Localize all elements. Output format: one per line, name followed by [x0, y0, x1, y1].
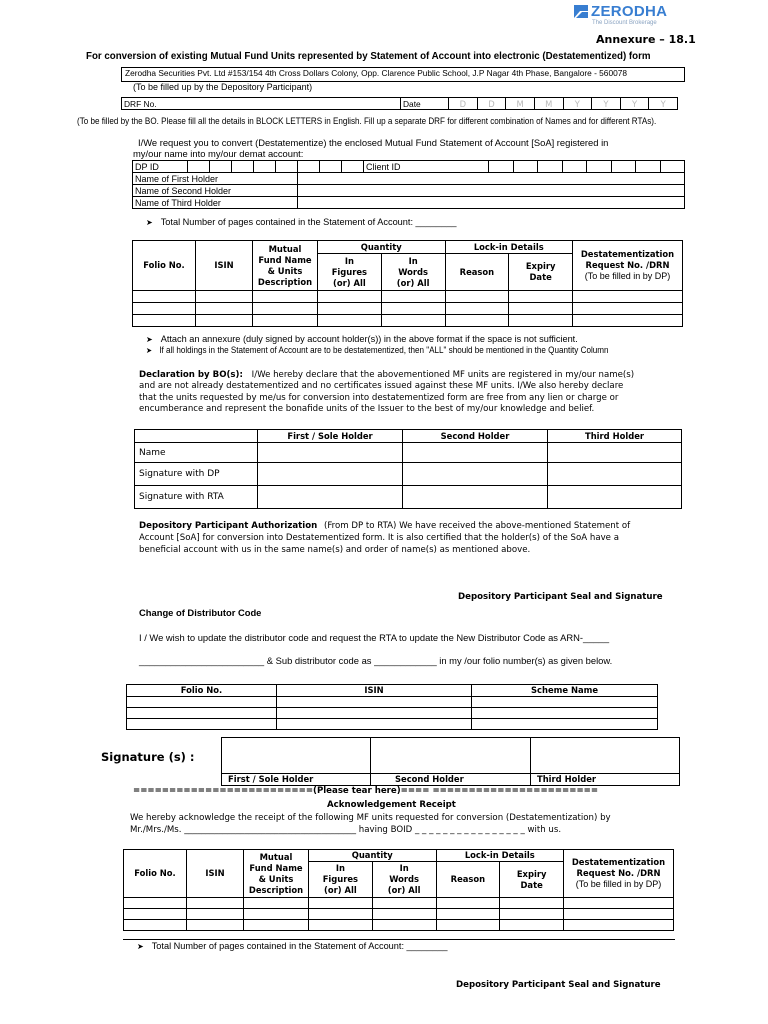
- zerodha-logo: [574, 3, 684, 29]
- client-id-box-7[interactable]: [636, 161, 661, 173]
- all-holdings-note: ➤ If all holdings in the Statement of Account are to be destatementized, then "ALL" should be mentioned in the Quantity Column: [146, 345, 609, 356]
- col-in-words: In Words (or) All: [381, 254, 445, 291]
- dp-auth-line-3: beneficial account with us in the same name(s) and order of name(s) as mentioned above.: [139, 545, 531, 555]
- dp-fill-note: (To be filled up by the Depository Participant): [133, 82, 313, 92]
- name-second-field[interactable]: [403, 443, 548, 463]
- dp-id-label: DP ID: [133, 161, 188, 173]
- table-row[interactable]: [127, 697, 658, 708]
- distributor-title: Change of Distributor Code: [139, 607, 262, 618]
- ack-col-expiry: Expiry Date: [500, 862, 564, 898]
- client-id-box-4[interactable]: [562, 161, 587, 173]
- zerodha-logo-icon: [574, 5, 588, 18]
- signature-first-box[interactable]: [222, 738, 371, 774]
- ack-total-pages-line: ➤ Total Number of pages contained in the Statement of Account: ________: [137, 941, 447, 952]
- total-pages-line: ➤ Total Number of pages contained in the Statement of Account: ________: [146, 217, 456, 228]
- second-holder-label: Name of Second Holder: [133, 185, 298, 197]
- col-folio: Folio No.: [133, 241, 196, 291]
- name-third-field[interactable]: [548, 443, 682, 463]
- first-holder-field[interactable]: [298, 173, 685, 185]
- bo-note: (To be filled by the BO. Please fill all the details in BLOCK LETTERS in English. Fill up a separate DRF for different combination of Names and for different RTAs).: [77, 116, 657, 126]
- date-box-d2[interactable]: D: [477, 98, 506, 110]
- client-id-box-1[interactable]: [489, 161, 514, 173]
- declaration-line-1: Declaration by BO(s): I/We hereby declare that the abovementioned MF units are registered in my/our name(s): [139, 370, 635, 380]
- ack-line-2: Mr./Mrs./Ms. ________________________________________ having BOID _ _ _ _ _ _ _ _ _ _ _ _ _ _ _ _ with us.: [130, 825, 562, 835]
- col-mf-name: Mutual Fund Name & Units Description: [253, 241, 318, 291]
- date-box-m1[interactable]: M: [506, 98, 535, 110]
- client-id-box-2[interactable]: [513, 161, 538, 173]
- dp-id-box-5[interactable]: [276, 161, 298, 173]
- table-row[interactable]: [133, 291, 683, 303]
- sig-rta-second-field[interactable]: [403, 486, 548, 509]
- signature-first-label: First / Sole Holder: [222, 774, 371, 786]
- dp-address: Zerodha Securities Pvt. Ltd #153/154 4th Cross Dollars Colony, Opp. Clarence Public School, J.P Nagar 4th Phase, Bangalore - 560078: [125, 68, 627, 78]
- declaration-line-3: that the units requested by me/us for conversion into destatementized form are free from any lien or charge or: [139, 393, 619, 403]
- ack-title: Acknowledgement Receipt: [327, 800, 456, 810]
- sig-rta-first-field[interactable]: [258, 486, 403, 509]
- col-destat: Destatementization Request No. /DRN (To be filled in by DP): [573, 241, 683, 291]
- col-first-sole-holder: First / Sole Holder: [258, 430, 403, 443]
- dp-id-box-3[interactable]: [232, 161, 254, 173]
- signature-second-box[interactable]: [371, 738, 531, 774]
- table-row[interactable]: [124, 909, 674, 920]
- col-third-holder: Third Holder: [548, 430, 682, 443]
- dp-seal-signature: Depository Participant Seal and Signature: [458, 592, 663, 602]
- client-id-box-5[interactable]: [587, 161, 612, 173]
- annexure-note: ➤ Attach an annexure (duly signed by account holder(s)) in the above format if the space is not sufficient.: [146, 334, 578, 345]
- ack-col-mf-name: Mutual Fund Name & Units Description: [244, 850, 309, 898]
- client-id-box-6[interactable]: [611, 161, 636, 173]
- sig-dp-first-field[interactable]: [258, 463, 403, 486]
- ack-col-in-figures: In Figures (or) All: [309, 862, 373, 898]
- mf-units-table: [132, 240, 683, 327]
- second-holder-field[interactable]: [298, 185, 685, 197]
- brand-name: ZERODHA: [591, 3, 668, 20]
- row-sig-dp-label: Signature with DP: [135, 463, 258, 486]
- dp-id-box-8[interactable]: [342, 161, 364, 173]
- col-dist-isin: ISIN: [277, 685, 472, 697]
- distributor-line-1: I / We wish to update the distributor code and request the RTA to update the New Distributor Code as ARN-_____: [139, 632, 610, 643]
- name-first-field[interactable]: [258, 443, 403, 463]
- sig-rta-third-field[interactable]: [548, 486, 682, 509]
- table-row[interactable]: [133, 315, 683, 327]
- ack-col-in-words: In Words (or) All: [372, 862, 436, 898]
- table-row[interactable]: [133, 303, 683, 315]
- date-box-y4[interactable]: Y: [649, 98, 678, 110]
- third-holder-field[interactable]: [298, 197, 685, 209]
- third-holder-label: Name of Third Holder: [133, 197, 298, 209]
- ack-col-folio: Folio No.: [124, 850, 187, 898]
- tear-line: =========================(Please tear here)==== =======================: [133, 786, 599, 796]
- col-isin: ISIN: [196, 241, 253, 291]
- table-row[interactable]: [127, 719, 658, 730]
- date-box-y2[interactable]: Y: [592, 98, 621, 110]
- client-id-box-8[interactable]: [660, 161, 685, 173]
- signature-third-box[interactable]: [531, 738, 680, 774]
- client-id-box-3[interactable]: [538, 161, 563, 173]
- ack-mf-units-table: [123, 849, 674, 931]
- col-in-figures: In Figures (or) All: [318, 254, 382, 291]
- dp-id-box-4[interactable]: [254, 161, 276, 173]
- date-box-m2[interactable]: M: [534, 98, 563, 110]
- dp-auth-line-2: Account [SoA] for conversion into Destatementized form. It is also certified that the holder(s) of the SoA have a: [139, 533, 619, 543]
- col-dist-scheme: Scheme Name: [472, 685, 658, 697]
- distributor-line-2: ________________________ & Sub distributor code as ____________ in my /our folio number(s) as given below.: [139, 655, 613, 666]
- col-reason: Reason: [445, 254, 509, 291]
- ack-dp-seal-signature: Depository Participant Seal and Signature: [456, 980, 661, 990]
- declaration-line-4: encumberance and represent the bonafide units of the Issuer to the best of my/our knowledge and belief.: [139, 404, 595, 414]
- dp-auth-line-1: Depository Participant Authorization (From DP to RTA) We have received the above-mentioned Statement of: [139, 521, 631, 531]
- drf-label: DRF No.: [122, 98, 401, 110]
- declaration-line-2: and are not already destatementized and no certificates issued against these MF units. I/We also hereby declare: [139, 381, 624, 391]
- ack-col-lockin: Lock-in Details: [436, 850, 564, 862]
- col-second-holder: Second Holder: [403, 430, 548, 443]
- row-name-label: Name: [135, 443, 258, 463]
- dp-id-box-2[interactable]: [210, 161, 232, 173]
- col-dist-folio: Folio No.: [127, 685, 277, 697]
- row-sig-rta-label: Signature with RTA: [135, 486, 258, 509]
- holder-signature-table: [134, 429, 682, 509]
- ack-line-1: We hereby acknowledge the receipt of the following MF units requested for conversion (Destatementization) by: [130, 813, 611, 823]
- table-row[interactable]: [127, 708, 658, 719]
- signature-third-label: Third Holder: [531, 774, 680, 786]
- holder-table: [132, 160, 685, 209]
- signature-second-label: Second Holder: [371, 774, 531, 786]
- dp-id-box-6[interactable]: [298, 161, 320, 173]
- request-line-1: I/We request you to convert (Destatementize) the enclosed Mutual Fund Statement of Account [SoA] registered in: [138, 137, 609, 148]
- sig-dp-third-field[interactable]: [548, 463, 682, 486]
- ack-col-reason: Reason: [436, 862, 500, 898]
- date-box-y3[interactable]: Y: [620, 98, 649, 110]
- annexure-label: Annexure – 18.1: [596, 33, 696, 46]
- ack-col-quantity: Quantity: [309, 850, 437, 862]
- dp-id-box-1[interactable]: [188, 161, 210, 173]
- ack-separator: [123, 939, 675, 940]
- brand-tagline: The Discount Brokerage: [592, 20, 657, 26]
- signature-table: [221, 737, 680, 786]
- drf-table: [121, 97, 678, 110]
- col-expiry: Expiry Date: [509, 254, 573, 291]
- sig-dp-second-field[interactable]: [403, 463, 548, 486]
- table-row[interactable]: [124, 920, 674, 931]
- dp-auth-title: Depository Participant Authorization: [139, 521, 318, 531]
- declaration-title: Declaration by BO(s):: [139, 370, 243, 380]
- dp-id-box-7[interactable]: [320, 161, 342, 173]
- date-label: Date: [401, 98, 449, 110]
- first-holder-label: Name of First Holder: [133, 173, 298, 185]
- client-id-label: Client ID: [364, 161, 489, 173]
- col-lockin: Lock-in Details: [445, 241, 573, 254]
- signature-label: Signature (s) :: [101, 750, 195, 764]
- date-box-d1[interactable]: D: [449, 98, 478, 110]
- ack-col-destat: Destatementization Request No. /DRN (To be filled in by DP): [564, 850, 674, 898]
- date-box-y1[interactable]: Y: [563, 98, 592, 110]
- ack-col-isin: ISIN: [187, 850, 244, 898]
- request-line-2: my/our name into my/our demat account:: [133, 148, 304, 159]
- col-quantity: Quantity: [318, 241, 446, 254]
- page-title: For conversion of existing Mutual Fund Units represented by Statement of Account into electronic (Destatementized) form: [86, 51, 651, 62]
- table-row[interactable]: [124, 898, 674, 909]
- distributor-table: [126, 684, 658, 730]
